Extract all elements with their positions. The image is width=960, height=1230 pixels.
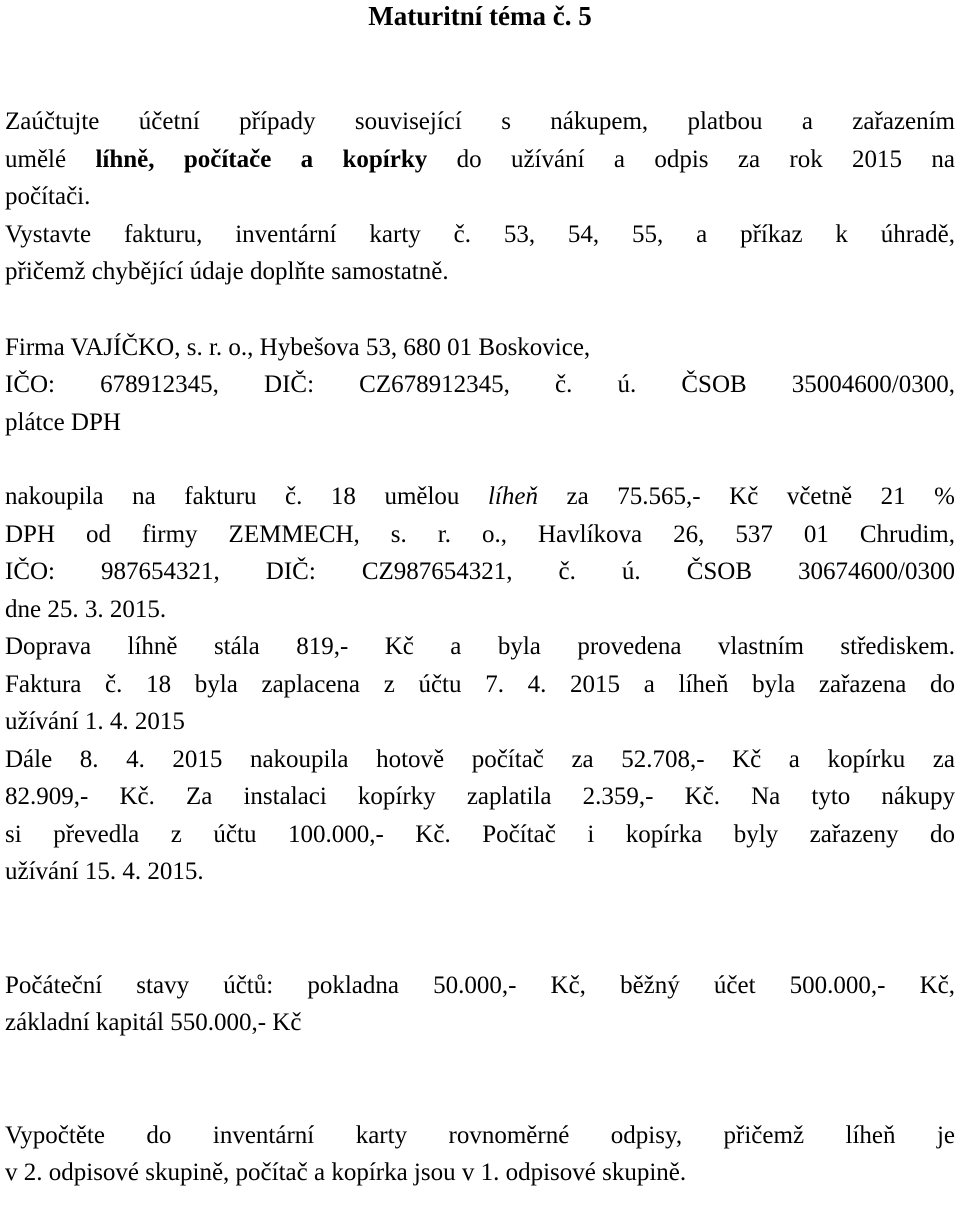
balances-line-2: základní kapitál 550.000,- Kč	[5, 1009, 302, 1036]
assignment-line-3: počítači.	[5, 183, 91, 210]
purchase-line-10: si převedla z účtu 100.000,- Kč. Počítač i kopírka byly zařazeny do	[5, 820, 955, 848]
company-line-2: IČO: 678912345, DIČ: CZ678912345, č. ú. ČSOB 35004600/0300,	[5, 371, 955, 398]
purchase-line-11: užívání 15. 4. 2015.	[5, 858, 204, 885]
purchase-line-3: IČO: 987654321, DIČ: CZ987654321, č. ú. ČSOB 30674600/0300	[5, 558, 955, 585]
purchase-line-7: užívání 1. 4. 2015	[5, 708, 185, 735]
purchase-line-4: dne 25. 3. 2015.	[5, 595, 167, 623]
purchase-line-2: DPH od firmy ZEMMECH, s. r. o., Havlíkova 26, 537 01 Chrudim,	[5, 520, 955, 548]
purchase-line-1	[5, 478, 955, 516]
task-line-1: Vypočtěte do inventární karty rovnoměrné odpisy, přičemž líheň je	[5, 1121, 955, 1149]
document-title: Maturitní téma č. 5	[368, 1, 592, 31]
assignment-line-2	[5, 141, 955, 179]
document-page	[5, 0, 955, 1192]
task-paragraph	[5, 1117, 955, 1192]
purchase-line-1-start: nakoupila na fakturu č. 18 umělou	[5, 483, 488, 510]
task-line-2: v 2. odpisové skupině, počítač a kopírka jsou v 1. odpisové skupině.	[5, 1159, 687, 1186]
assignment-line-2-end: do užívání a odpis za rok 2015 na	[427, 145, 955, 173]
assignment-line-5: přičemž chybějící údaje doplňte samostatně.	[5, 258, 449, 285]
balances-line-1: Počáteční stavy účtů: pokladna 50.000,- Kč, běžný účet 500.000,- Kč,	[5, 971, 955, 999]
company-line-1: Firma VAJÍČKO, s. r. o., Hybešova 53, 680 01 Boskovice,	[5, 333, 591, 361]
company-paragraph	[5, 329, 955, 442]
purchase-line-1-italic: líheň	[487, 483, 538, 510]
purchase-line-6: Faktura č. 18 byla zaplacena z účtu 7. 4. 2015 a líheň byla zařazena do	[5, 670, 955, 698]
assignment-line-2-start: umělé	[5, 145, 96, 173]
assignment-paragraph	[5, 103, 955, 291]
assignment-line-1: Zaúčtujte účetní případy související s nákupem, platbou a zařazením	[5, 108, 955, 135]
balances-paragraph	[5, 967, 955, 1042]
purchase-line-9: 82.909,- Kč. Za instalaci kopírky zaplatila 2.359,- Kč. Na tyto nákupy	[5, 783, 955, 810]
purchase-paragraph	[5, 478, 955, 891]
purchase-line-1-end: za 75.565,- Kč včetně 21 %	[537, 483, 955, 510]
assignment-line-2-bold: líhně, počítače a kopírky	[95, 145, 428, 173]
company-line-3: plátce DPH	[5, 408, 121, 436]
purchase-line-8: Dále 8. 4. 2015 nakoupila hotově počítač za 52.708,- Kč a kopírku za	[5, 745, 955, 773]
assignment-line-4: Vystavte fakturu, inventární karty č. 53, 54, 55, a příkaz k úhradě,	[5, 220, 955, 248]
purchase-line-5: Doprava líhně stála 819,- Kč a byla provedena vlastním střediskem.	[5, 633, 955, 660]
